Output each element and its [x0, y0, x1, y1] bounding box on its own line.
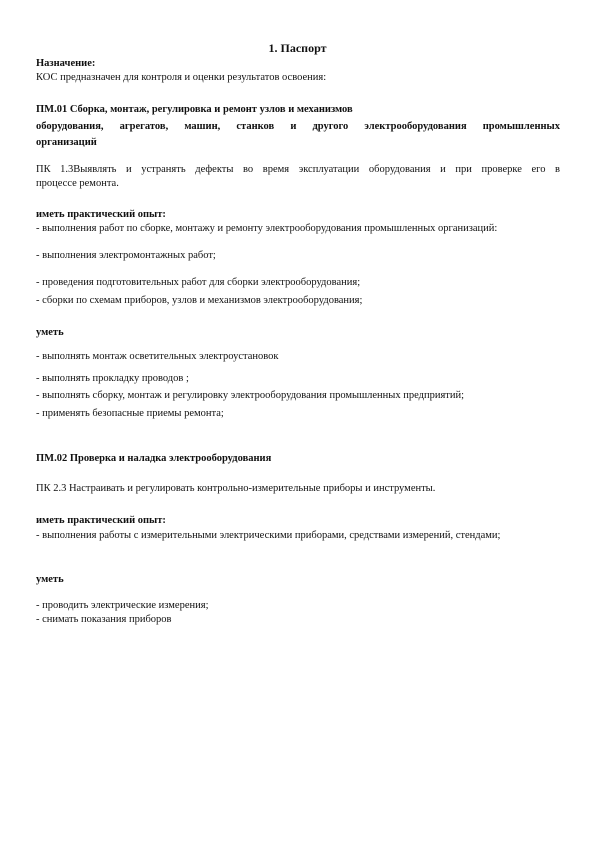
pm01-skills-heading: уметь — [36, 327, 64, 338]
pm01-experience-heading: иметь практический опыт: — [36, 209, 166, 220]
pm01-experience-item: - выполнения работ по сборке, монтажу и ремонту электрооборудования промышленных организаций: — [36, 223, 498, 234]
pm02-heading: ПМ.02 Проверка и наладка электрооборудования — [36, 453, 272, 464]
pm01-experience-item: - сборки по схемам приборов, узлов и механизмов электрооборудования; — [36, 295, 363, 306]
purpose-text: КОС предназначен для контроля и оценки результатов освоения: — [36, 72, 327, 83]
pm01-skills-item: - применять безопасные приемы ремонта; — [36, 408, 224, 419]
pm02-experience-heading: иметь практический опыт: — [36, 515, 166, 526]
pm01-experience-item: - выполнения электромонтажных работ; — [36, 250, 216, 261]
pm02-skills-heading: уметь — [36, 574, 64, 585]
pm01-skills-item: - выполнять сборку, монтаж и регулировку электрооборудования промышленных предприятий; — [36, 390, 465, 401]
pm01-heading-line3: организаций — [36, 137, 97, 148]
pm01-heading-line2: оборудования, агрегатов, машин, станков и другого электрооборудования промышленных — [36, 121, 560, 132]
pm02-experience-item: - выполнения работы с измерительными электрическими приборами, средствами измерений, стендами; — [36, 530, 501, 541]
pm01-experience-item: - проведения подготовительных работ для сборки электрооборудования; — [36, 277, 361, 288]
pm01-skills-item: - выполнять прокладку проводов ; — [36, 373, 189, 384]
pm01-heading-line1: ПМ.01 Сборка, монтаж, регулировка и ремонт узлов и механизмов — [36, 104, 353, 115]
pm01-skills-item: - выполнять монтаж осветительных электроустановок — [36, 351, 279, 362]
pm02-pk: ПК 2.3 Настраивать и регулировать контрольно-измерительные приборы и инструменты. — [36, 483, 436, 494]
page-title: 1. Паспорт — [268, 41, 327, 55]
pm01-pk-line2: процессе ремонта. — [36, 178, 119, 189]
pm02-skills-item: - проводить электрические измерения; — [36, 600, 209, 611]
pm02-skills-item: - снимать показания приборов — [36, 614, 172, 625]
pm01-pk-line1: ПК 1.3Выявлять и устранять дефекты во время эксплуатации оборудования и при проверке его в — [36, 164, 560, 175]
purpose-heading: Назначение: — [36, 58, 96, 69]
